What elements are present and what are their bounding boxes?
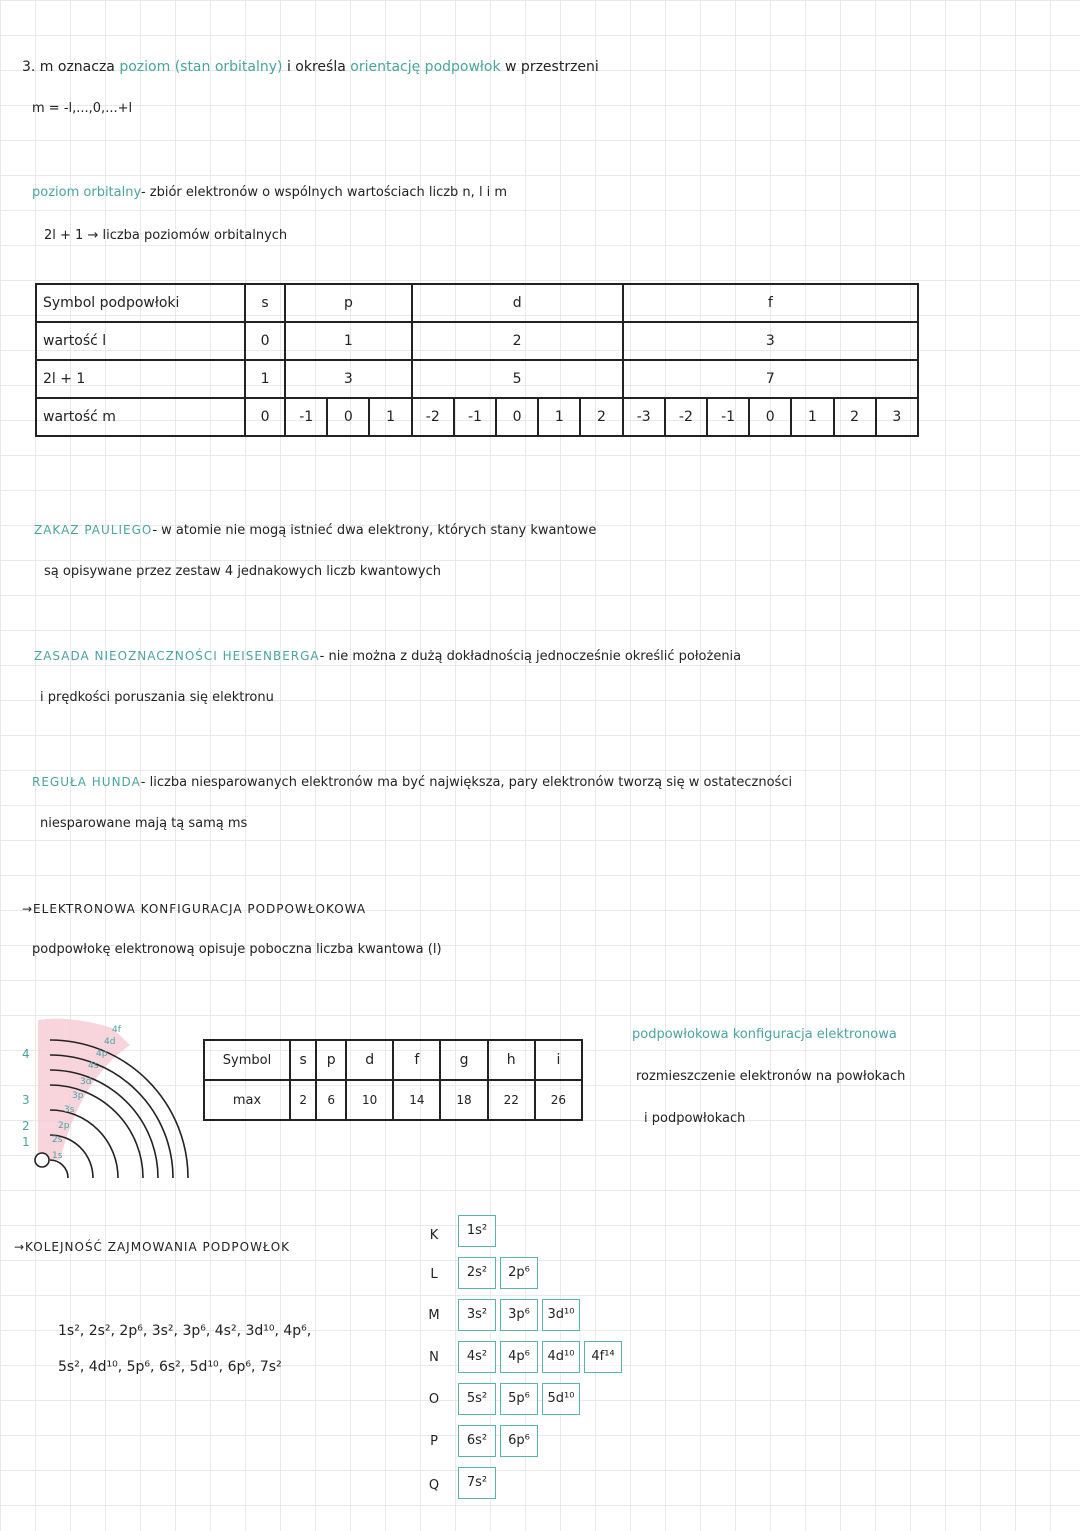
row-header-l: wartość l: [36, 322, 245, 360]
capacity-max-g: 18: [440, 1080, 487, 1120]
intro-text-a: 3. m oznacza: [22, 59, 115, 75]
grid-cell-6s: 6s²: [458, 1425, 496, 1457]
cell-l-p: 1: [285, 322, 412, 360]
cell-symbol-d: d: [412, 284, 623, 322]
heisenberg-title: ZASADA NIEOZNACZNOŚCI HEISENBERGA: [34, 649, 320, 663]
capacity-max-f: 14: [393, 1080, 440, 1120]
intro-m-range: m = -l,...,0,...+l: [32, 101, 133, 116]
capacity-max-i: 26: [535, 1080, 582, 1120]
capacity-symbol-p: p: [316, 1040, 346, 1080]
capacity-max-d: 10: [346, 1080, 393, 1120]
cell-count-s: 1: [245, 360, 285, 398]
intro-text-e: w przestrzeni: [505, 59, 599, 75]
table-row-count: [36, 360, 918, 398]
orbital-label-2p: 2p: [58, 1121, 70, 1131]
grid-cell-5p: 5p⁶: [500, 1383, 538, 1415]
cell-count-f: 7: [623, 360, 918, 398]
cell-m-d-3: 1: [538, 398, 580, 436]
row-header-count: 2l + 1: [36, 360, 245, 398]
capacity-symbol-s: s: [290, 1040, 316, 1080]
capacity-max-s: 2: [290, 1080, 316, 1120]
cell-m-p-2: 1: [369, 398, 411, 436]
cell-m-p-0: -1: [285, 398, 327, 436]
grid-cell-3d: 3d¹⁰: [542, 1299, 580, 1331]
side-note-line-1: rozmieszczenie elektronów na powłokach: [636, 1069, 906, 1084]
capacity-symbol-f: f: [393, 1040, 440, 1080]
grid-cell-4f: 4f¹⁴: [584, 1341, 622, 1373]
cell-m-f-4: 1: [791, 398, 833, 436]
hund-title: REGUŁA HUNDA: [32, 775, 141, 789]
row-header-m: wartość m: [36, 398, 245, 436]
shell-diagram: [0, 1010, 200, 1180]
hund-line-1: [32, 773, 792, 792]
grid-cell-4s: 4s²: [458, 1341, 496, 1373]
cell-m-s-0: 0: [245, 398, 285, 436]
capacity-max-p: 6: [316, 1080, 346, 1120]
pauli-line-1: [34, 521, 596, 540]
grid-cell-3s: 3s²: [458, 1299, 496, 1331]
orbital-label-2s: 2s: [52, 1135, 63, 1145]
pauli-line-2: są opisywane przez zestaw 4 jednakowych liczb kwantowych: [44, 564, 441, 579]
grid-cell-6p: 6p⁶: [500, 1425, 538, 1457]
orbital-label-3d: 3d: [80, 1077, 92, 1087]
shell-number-4: 4: [22, 1047, 30, 1061]
capacity-row-label-max: max: [204, 1080, 290, 1120]
pauli-text-1: - w atomie nie mogą istnieć dwa elektrony, których stany kwantowe: [152, 523, 597, 538]
heisenberg-text-1: - nie można z dużą dokładnością jednocześnie określić położenia: [319, 649, 742, 664]
cell-m-d-1: -1: [454, 398, 496, 436]
table-row-m: [36, 398, 918, 436]
capacity-row-symbol: [204, 1040, 582, 1080]
shell-label-m: M: [428, 1308, 440, 1323]
cell-m-f-6: 3: [876, 398, 918, 436]
orbital-label-3s: 3s: [64, 1105, 75, 1115]
cell-l-f: 3: [623, 322, 918, 360]
grid-cell-1s: 1s²: [458, 1215, 496, 1247]
shell-number-3: 3: [22, 1093, 30, 1107]
orbital-label-4p: 4p: [96, 1049, 108, 1059]
row-header-symbol: Symbol podpowłoki: [36, 284, 245, 322]
capacity-symbol-h: h: [488, 1040, 535, 1080]
cell-l-d: 2: [412, 322, 623, 360]
cell-m-f-0: -3: [623, 398, 665, 436]
cell-m-p-1: 0: [327, 398, 369, 436]
grid-cell-4d: 4d¹⁰: [542, 1341, 580, 1373]
shell-label-p: P: [430, 1434, 438, 1449]
nucleus: [35, 1153, 49, 1167]
cell-m-f-3: 0: [749, 398, 791, 436]
cell-m-f-1: -2: [665, 398, 707, 436]
config-description: podpowłokę elektronową opisuje poboczna liczba kwantowa (l): [32, 942, 442, 957]
grid-cell-2p: 2p⁶: [500, 1257, 538, 1289]
grid-cell-2s: 2s²: [458, 1257, 496, 1289]
grid-cell-5s: 5s²: [458, 1383, 496, 1415]
cell-m-d-0: -2: [412, 398, 454, 436]
intro-text-c: i określa: [286, 59, 346, 75]
subshell-capacity-table: [203, 1039, 583, 1121]
cell-count-d: 5: [412, 360, 623, 398]
orbital-label-3p: 3p: [72, 1091, 84, 1101]
capacity-symbol-g: g: [440, 1040, 487, 1080]
heisenberg-line-1: [34, 647, 741, 666]
intro-line-1: [22, 58, 599, 76]
cell-m-f-5: 2: [834, 398, 876, 436]
orbital-label-4s: 4s: [88, 1061, 99, 1071]
intro-term-level: poziom (stan orbitalny): [119, 59, 283, 75]
definition-term: poziom orbitalny: [32, 185, 141, 200]
side-note-term: podpowłokowa konfiguracja elektronowa: [632, 1027, 897, 1042]
hund-line-2: niesparowane mają tą samą ms: [40, 816, 248, 831]
shell-label-k: K: [429, 1228, 439, 1243]
capacity-symbol-i: i: [535, 1040, 582, 1080]
cell-m-d-2: 0: [496, 398, 538, 436]
grid-cell-7s: 7s²: [458, 1467, 496, 1499]
order-title: →KOLEJNOŚĆ ZAJMOWANIA PODPOWŁOK: [14, 1240, 291, 1254]
hund-text-1: - liczba niesparowanych elektronów ma być największa, pary elektronów tworzą się w ostateczności: [140, 775, 793, 790]
table-row-l: [36, 322, 918, 360]
grid-cell-5d: 5d¹⁰: [542, 1383, 580, 1415]
shell-label-l: L: [430, 1267, 438, 1282]
grid-cell-4p: 4p⁶: [500, 1341, 538, 1373]
definition-text: - zbiór elektronów o wspólnych wartościach liczb n, l i m: [140, 185, 508, 200]
orbital-label-4d: 4d: [104, 1037, 116, 1047]
quantum-number-table: [35, 283, 919, 437]
pauli-title: ZAKAZ PAULIEGO: [34, 523, 153, 537]
order-line-1: 1s², 2s², 2p⁶, 3s², 3p⁶, 4s², 3d¹⁰, 4p⁶,: [58, 1323, 312, 1339]
capacity-row-label-symbol: Symbol: [204, 1040, 290, 1080]
cell-symbol-p: p: [285, 284, 412, 322]
config-title: →ELEKTRONOWA KONFIGURACJA PODPOWŁOKOWA: [22, 902, 367, 916]
grid-cell-3p: 3p⁶: [500, 1299, 538, 1331]
cell-count-p: 3: [285, 360, 412, 398]
order-line-2: 5s², 4d¹⁰, 5p⁶, 6s², 5d¹⁰, 6p⁶, 7s²: [58, 1359, 282, 1375]
table-row-symbol: [36, 284, 918, 322]
orbital-label-4f: 4f: [112, 1025, 121, 1035]
shell-label-q: Q: [428, 1478, 440, 1493]
capacity-symbol-d: d: [346, 1040, 393, 1080]
definition-line: [32, 184, 507, 202]
cell-m-f-2: -1: [707, 398, 749, 436]
shell-label-n: N: [429, 1350, 439, 1365]
cell-symbol-s: s: [245, 284, 285, 322]
side-note-line-2: i podpowłokach: [644, 1111, 746, 1126]
shell-number-1: 1: [22, 1135, 30, 1149]
shell-arc-1: [50, 1160, 68, 1178]
orbital-label-1s: 1s: [52, 1151, 63, 1161]
capacity-row-max: [204, 1080, 582, 1120]
cell-l-s: 0: [245, 322, 285, 360]
capacity-max-h: 22: [488, 1080, 535, 1120]
shell-number-2: 2: [22, 1119, 30, 1133]
intro-term-orientation: orientację podpowłok: [350, 59, 501, 75]
definition-formula: 2l + 1 → liczba poziomów orbitalnych: [44, 228, 288, 243]
shell-label-o: O: [428, 1392, 440, 1407]
cell-symbol-f: f: [623, 284, 918, 322]
heisenberg-line-2: i prędkości poruszania się elektronu: [40, 690, 274, 705]
cell-m-d-4: 2: [580, 398, 622, 436]
